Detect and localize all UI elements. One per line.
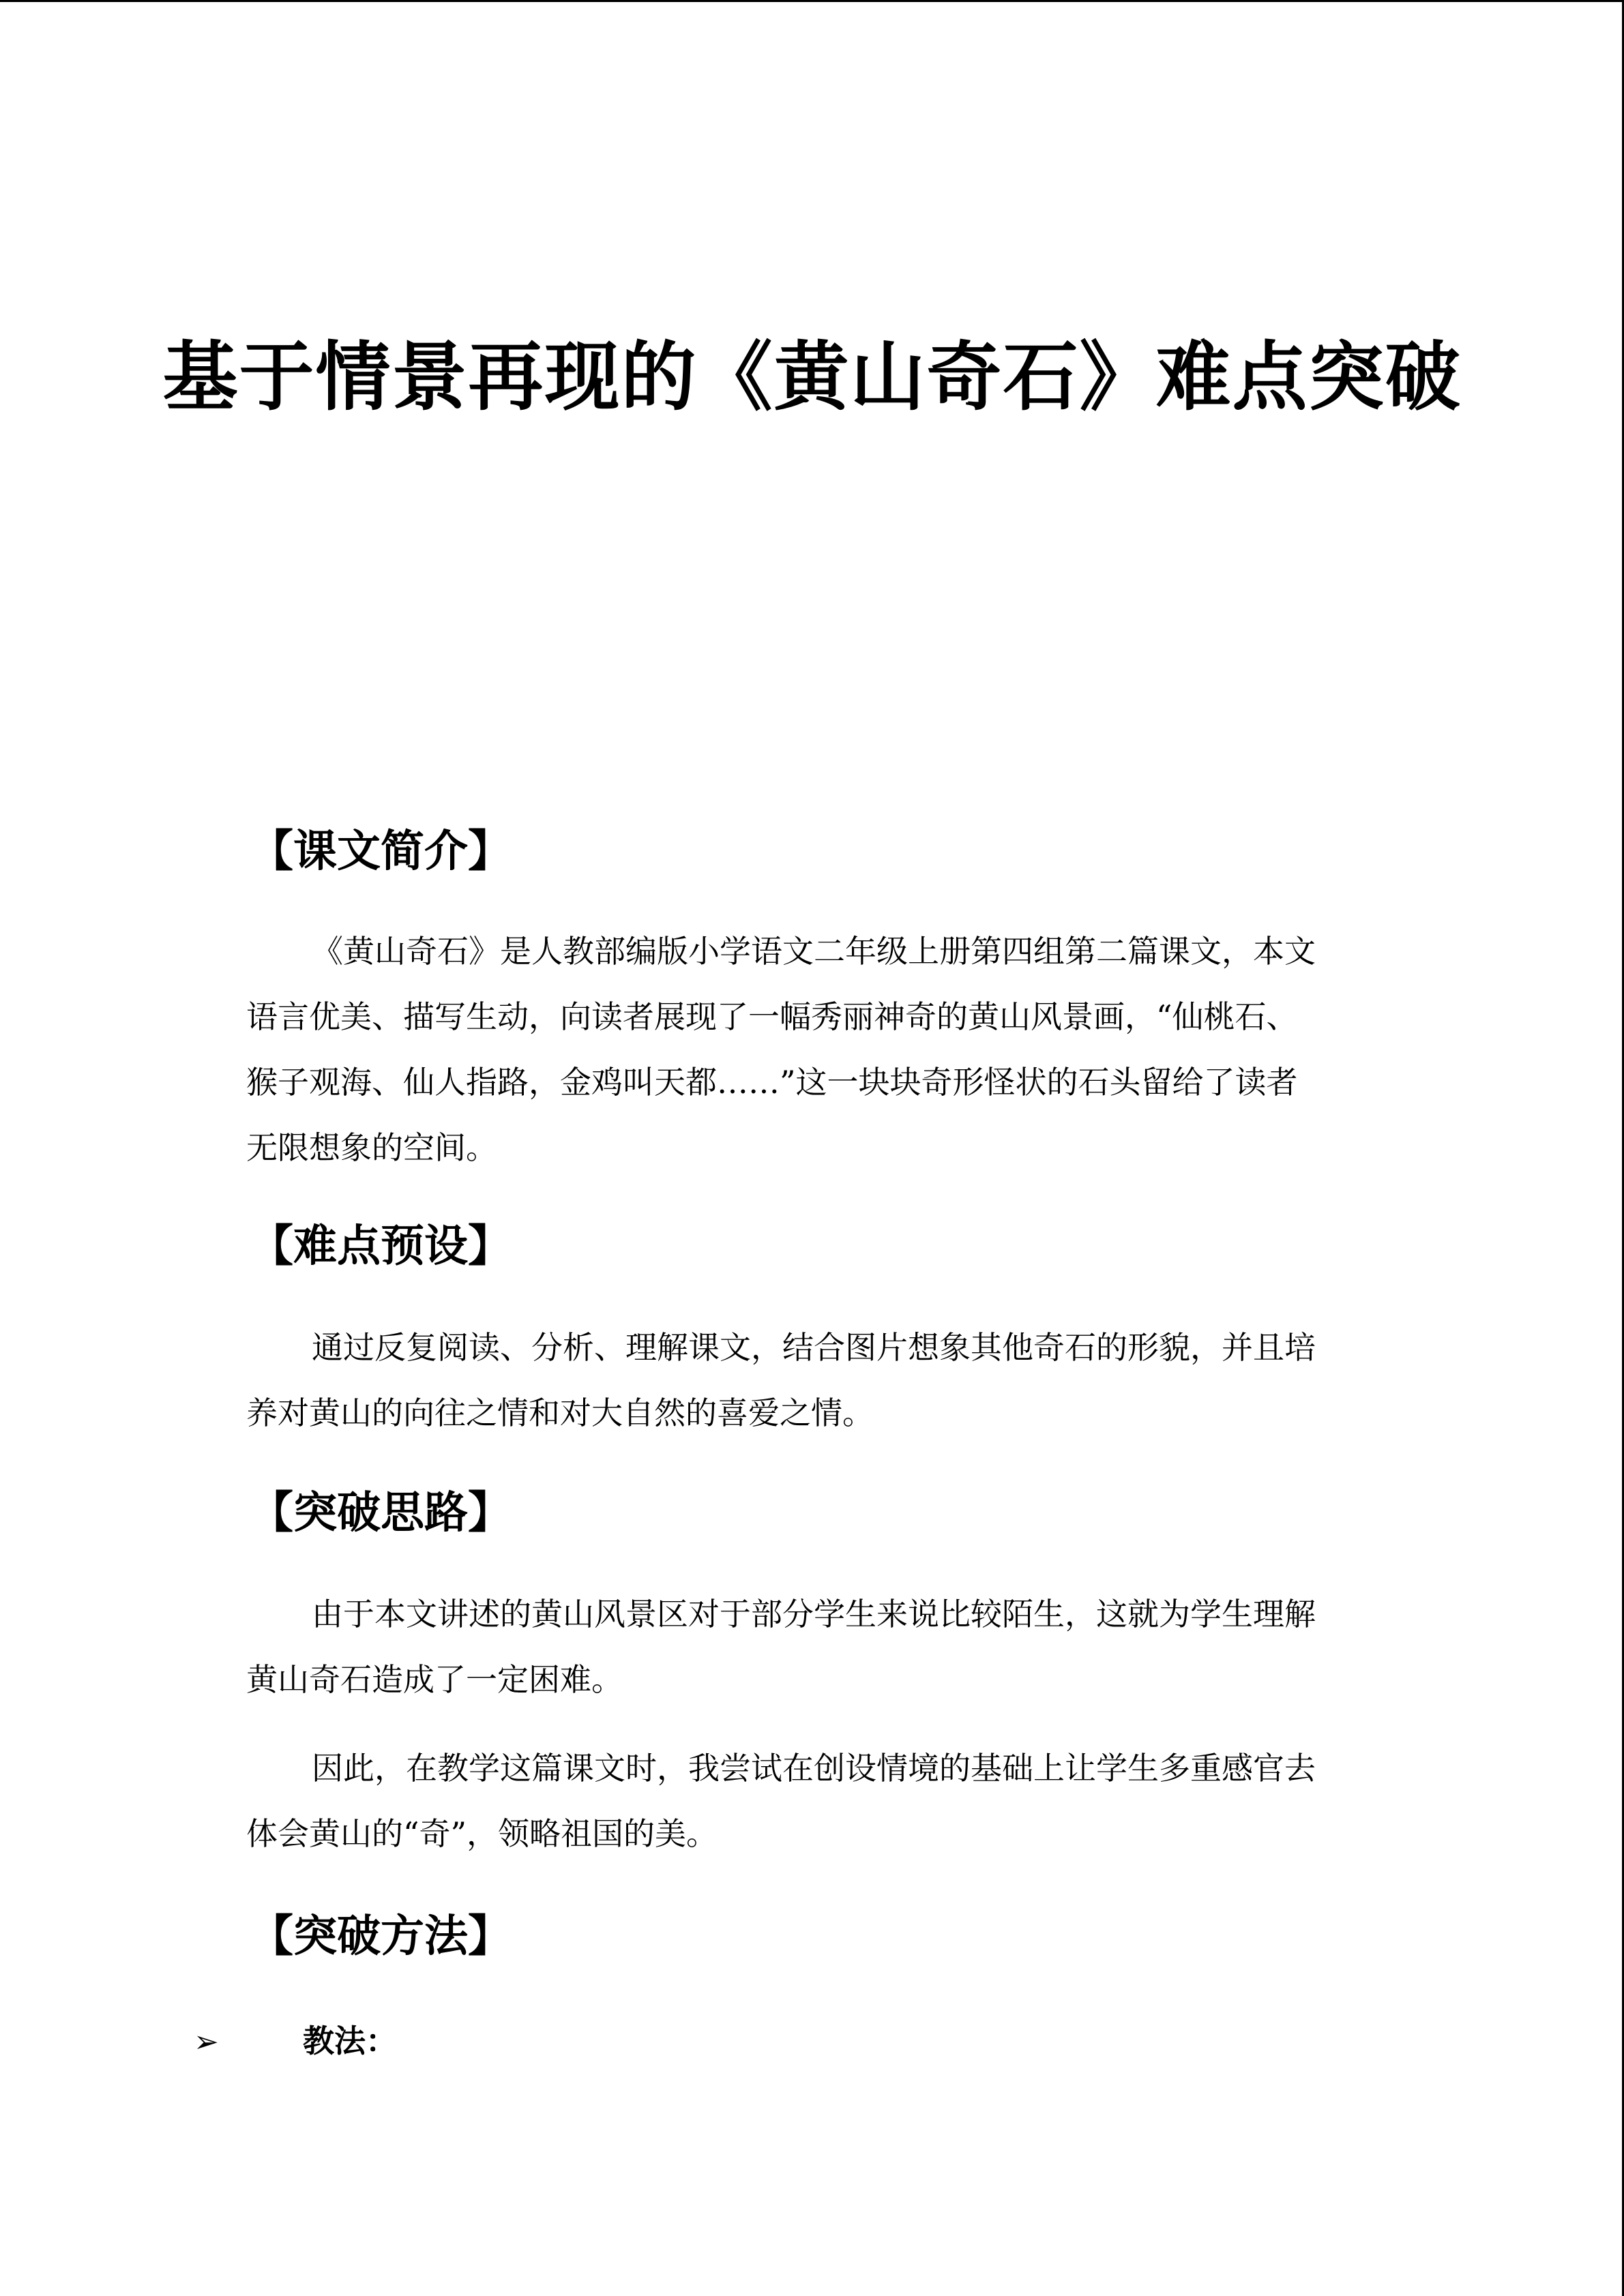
paragraph-approach-1	[246, 1581, 1365, 1712]
section-heading-intro: 【课文简介】	[250, 826, 512, 877]
paragraph-line: 《黄山奇石》是人教部编版小学语文二年级上册第四组第二篇课文，本文	[312, 933, 1316, 970]
bullet-item-teaching-method	[194, 2014, 397, 2068]
paragraph-line: 通过反复阅读、分析、理解课文，结合图片想象其他奇石的形貌，并且培	[312, 1329, 1316, 1366]
bullet-label: 教法：	[303, 2023, 397, 2059]
paragraph-line: 猴子观海、仙人指路，金鸡叫天都……”这一块块奇形怪状的石头留给了读者	[246, 1064, 1298, 1101]
section-heading-methods: 【突破方法】	[250, 1911, 512, 1962]
paragraph-difficulty	[246, 1315, 1365, 1446]
section-heading-difficulty: 【难点预设】	[250, 1221, 512, 1272]
arrow-bullet-icon: ➢	[194, 2025, 219, 2059]
paragraph-line: 无限想象的空间。	[246, 1129, 497, 1166]
paragraph-line: 语言优美、描写生动，向读者展现了一幅秀丽神奇的黄山风景画，“仙桃石、	[246, 998, 1298, 1035]
paragraph-line: 由于本文讲述的黄山风景区对于部分学生来说比较陌生，这就为学生理解	[312, 1596, 1316, 1632]
paragraph-approach-2	[246, 1735, 1365, 1866]
paragraph-line: 养对黄山的向往之情和对大自然的喜爱之情。	[246, 1395, 874, 1431]
section-heading-approach: 【突破思路】	[250, 1487, 512, 1538]
document-title: 基于情景再现的《黄山奇石》难点突破	[162, 333, 1462, 421]
paragraph-intro	[246, 919, 1365, 1180]
paragraph-line: 因此，在教学这篇课文时，我尝试在创设情境的基础上让学生多重感官去	[312, 1750, 1316, 1787]
paragraph-line: 体会黄山的“奇”，领略祖国的美。	[246, 1815, 718, 1852]
paragraph-line: 黄山奇石造成了一定困难。	[246, 1661, 623, 1698]
